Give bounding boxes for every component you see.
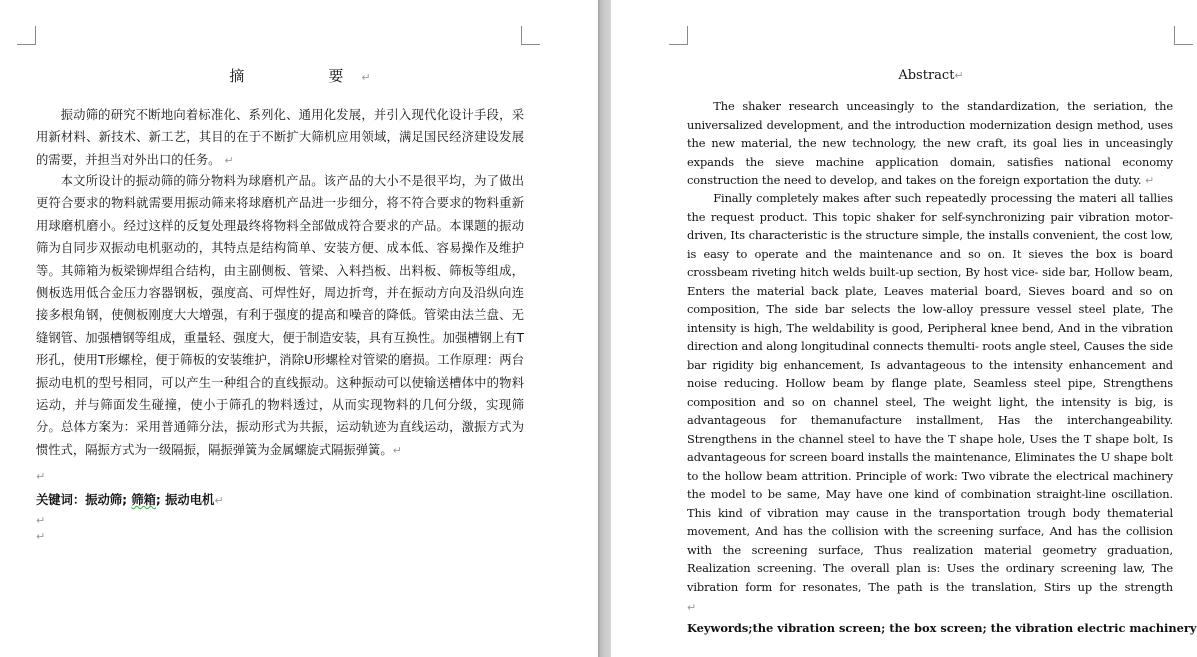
keywords-text: the vibration screen; the box screen; the vibration electric machinery xyxy=(752,621,1197,635)
chinese-abstract-page xyxy=(0,0,598,657)
chinese-keywords[interactable]: 关键词：振动筛; 筛箱; 振动电机↵ xyxy=(36,493,224,507)
empty-paragraph-mark: ↵ xyxy=(36,470,46,483)
english-paragraph-1[interactable] xyxy=(687,97,1173,190)
paragraph-text: The shaker research unceasingly to the standardization, the seriation, the universalized development, and the introduction modernization design method, uses the new material, the new technology, the new craft, its goal lies in unceasingly expands the sieve machine application domain, satisfies national economy construction the need to develop, and takes on the foreign exportation the duty. xyxy=(687,99,1173,187)
page-gutter xyxy=(598,0,611,657)
paragraph-mark: ↵ xyxy=(954,69,964,82)
paragraph-mark: ↵ xyxy=(392,443,402,457)
empty-paragraph-mark: ↵ xyxy=(36,514,46,527)
heading-text: Abstract xyxy=(898,68,955,83)
chinese-paragraph-2[interactable] xyxy=(36,170,524,466)
english-abstract-page xyxy=(611,0,1197,657)
chinese-abstract-heading[interactable] xyxy=(36,66,564,88)
margin-corner-top-right xyxy=(1174,26,1193,45)
paragraph-text: 振动筛的研究不断地向着标准化、系列化、通用化发展，并引入现代化设计手段，采用新材料、新技术、新工艺，其目的在于不断扩大筛机应用领域，满足国民经济建设发展的需要，并担当对外出口的任务。 xyxy=(36,108,524,167)
paragraph-mark: ↵ xyxy=(224,153,234,167)
paragraph-text: Finally completely makes after such repeatedly processing the materi all tallies the request product. This topic shaker for self-synchronizing pair vibration motor-driven, Its characteristic is the structure simple, the installs convenient, the cost low, is easy to operate and the maintenance and so on. It sieves the box is board crossbeam riveting hitch welds built-up section, By host vice- side bar, Hollow beam, Enters the material back plate, Leaves material board, Sieves board and so on composition, The side bar selects the low-alloy pressure vessel steel plate, The intensity is high, The weldability is good, Peripheral knee bend, And in the vibration direction and along longitudinal connects themulti- roots angle steel, Causes the side bar rigidity big enhancement, Is advantageous to the intensity enhancement and noise reducing. Hollow beam by flange plate, Seamless steel pipe, Strengthens composition and so on channel steel, The weight light, the intensity is big, is advantageous for themanufacture installment, Has the interchangeability. Strengthens in the channel steel to have the T shape hole, Uses the T shape bolt, Is advantageous for screen board installs the maintenance, Eliminates the U shape bolt to the hollow beam attrition. Principle of work: Two vibrate the electrical machinery the model to be same, May have one kind of combination straight-line oscillation. This kind of vibration may cause in the transportation trough body thematerial movement, And has the collision with the screening surface, And has the collision with the screening surface, Thus realization material geometry graduation, Realization screening. The overall plan is: Uses the ordinary screening law, The vibration form for resonates, The path is the translation, Stirs up the strength xyxy=(687,191,1173,594)
english-abstract-heading[interactable] xyxy=(687,66,1175,86)
keywords-label: Keywords; xyxy=(687,621,753,635)
empty-paragraph-mark: ↵ xyxy=(36,530,46,543)
paragraph-mark: ↵ xyxy=(214,494,224,507)
english-keywords[interactable] xyxy=(687,619,1197,638)
paragraph-mark: ↵ xyxy=(361,71,371,84)
paragraph-mark: ↵ xyxy=(1144,174,1155,187)
margin-corner-top-left xyxy=(669,26,688,45)
keyword-1: 振动筛 xyxy=(85,493,123,507)
keywords-label: 关键词： xyxy=(36,493,86,507)
english-paragraph-2[interactable] xyxy=(687,189,1173,598)
paragraph-text: 本文所设计的振动筛的筛分物料为球磨机产品。该产品的大小不是很平均，为了做出更符合要求的物料就需要用振动筛来将球磨机产品进一步细分，将不符合要求的物料重新用球磨机磨小。经过这样的反复处理最终将物料全部做成符合要求的产品。本课题的振动筛为自同步双振动电机驱动的，其特点是结构简单、安装方便、成本低、容易操作及维护等。其筛箱为板梁铆焊组合结构，由主副侧板、管梁、入料挡板、出料板、筛板等组成，侧板选用低合金压力容器钢板，强度高、可焊性好，周边折弯，并在振动方向及沿纵向连接多根角钢，使侧板刚度大大增强，有利于强度的提高和噪音的降低。管梁由法兰盘、无缝钢管、加强槽钢等组成，重量轻、强度大，便于制造安装，具有互换性。加强槽钢上有T形孔，使用T形螺栓，便于筛板的安装维护，消除U形螺栓对管梁的磨损。工作原理：两台振动电机的型号相同，可以产生一种组合的直线振动。这种振动可以使输送槽体中的物料运动，并与筛面发生碰撞，使小于筛孔的物料透过，从而实现物料的几何分级，实现筛分。总体方案为：采用普通筛分法，振动形式为共振，运动轨迹为直线运动，激振方式为惯性式，隔振方式为一级隔振，隔振弹簧为金属螺旋式隔振弹簧。 xyxy=(36,174,524,457)
margin-corner-top-left xyxy=(17,26,36,45)
empty-paragraph-mark: ↵ xyxy=(687,601,697,614)
heading-text: 摘 要 xyxy=(229,67,362,85)
margin-corner-top-right xyxy=(521,26,540,45)
keyword-2: 筛箱 xyxy=(131,493,156,507)
chinese-paragraph-1[interactable] xyxy=(36,104,524,171)
keyword-3: 振动电机 xyxy=(165,493,215,507)
